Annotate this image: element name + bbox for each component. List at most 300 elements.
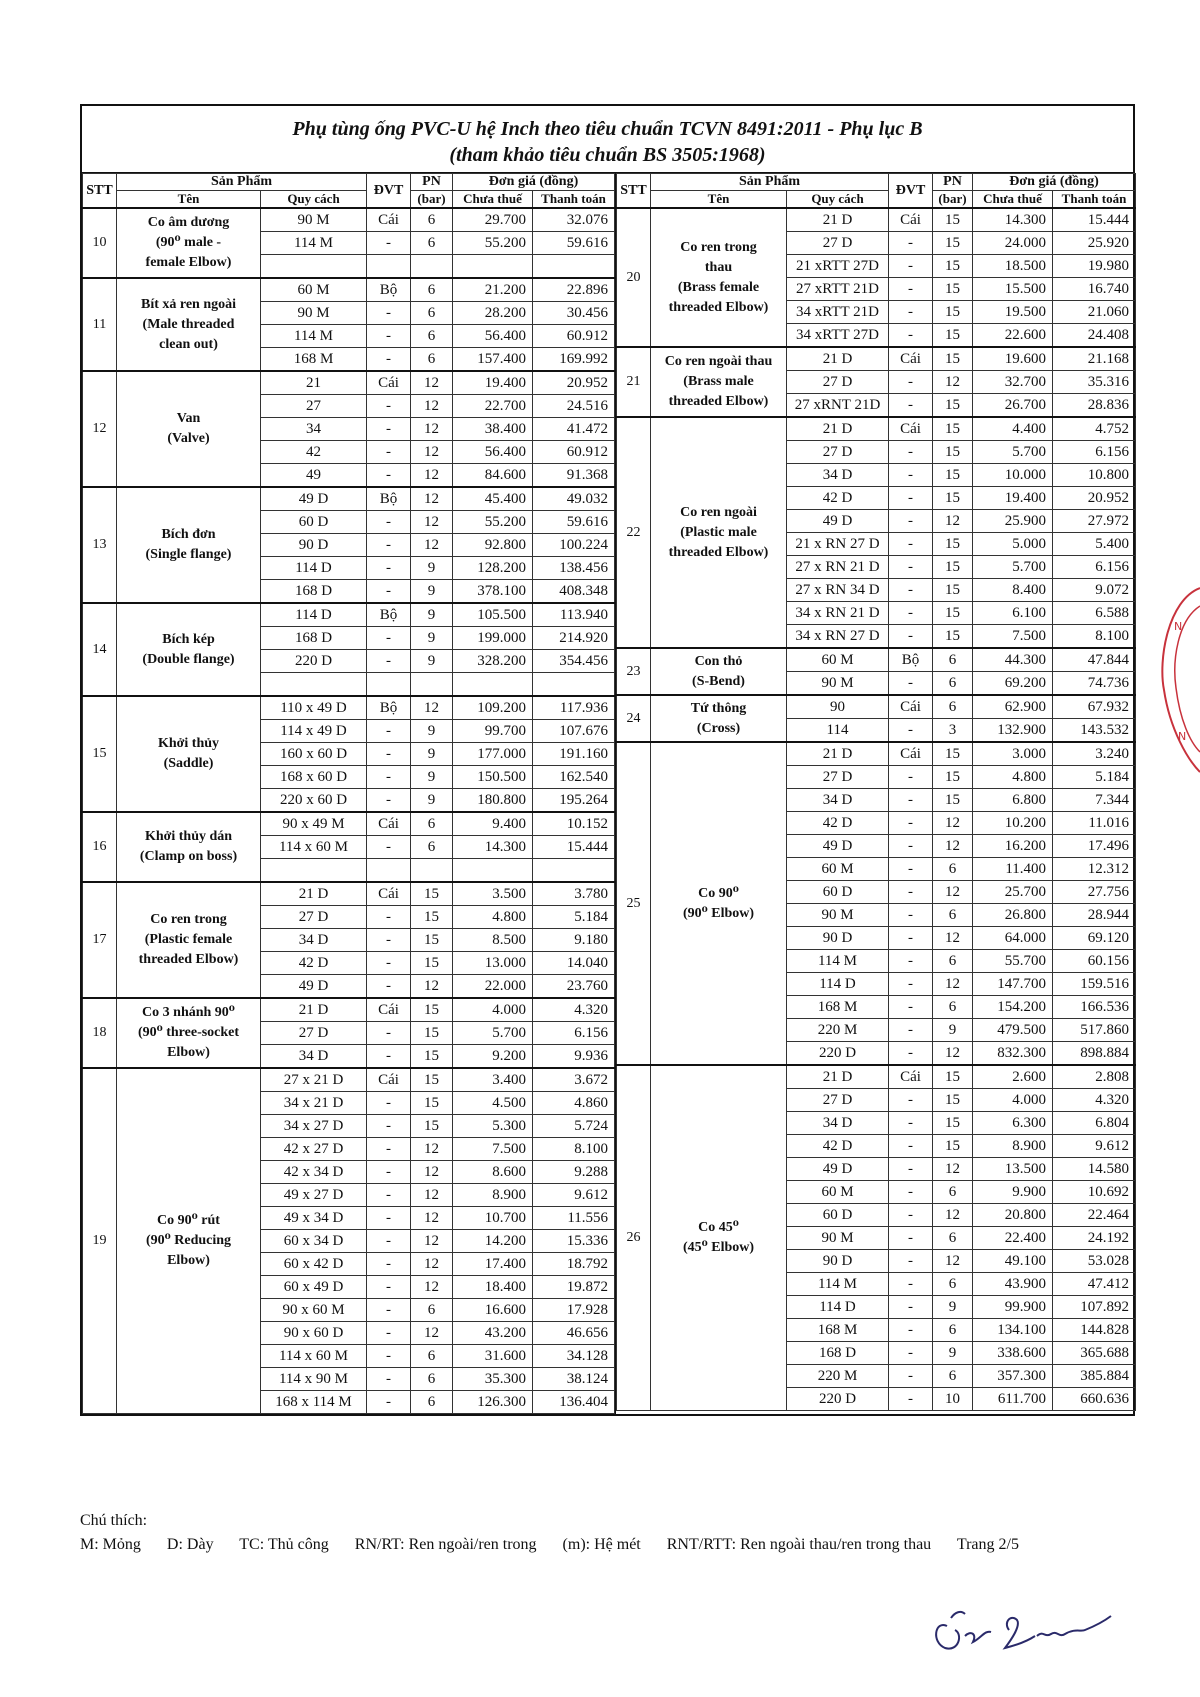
pn-cell: 12 xyxy=(933,835,973,858)
unit-cell: Cái xyxy=(889,208,933,232)
spec-cell: 114 M xyxy=(787,950,889,973)
pre-tax-cell: 56.400 xyxy=(453,325,533,348)
pre-tax-cell: 6.100 xyxy=(973,602,1053,625)
total-cell: 12.312 xyxy=(1053,858,1136,881)
pre-tax-cell: 479.500 xyxy=(973,1019,1053,1042)
table-row xyxy=(617,347,1136,371)
product-name xyxy=(117,603,261,696)
spec-cell: 42 x 34 D xyxy=(261,1161,367,1184)
total-cell: 34.128 xyxy=(533,1345,615,1368)
total-cell: 898.884 xyxy=(1053,1042,1136,1066)
table-row xyxy=(83,812,615,836)
total-cell: 21.168 xyxy=(1053,347,1136,371)
spec-cell: 168 M xyxy=(787,996,889,1019)
pn-cell: 12 xyxy=(411,1322,453,1345)
spec-cell: 21 xRTT 27D xyxy=(787,255,889,278)
pre-tax-cell: 2.600 xyxy=(973,1065,1053,1089)
note-item: (m): Hệ mét xyxy=(562,1536,641,1553)
total-cell: 354.456 xyxy=(533,650,615,673)
pre-tax-cell: 4.000 xyxy=(453,998,533,1022)
spec-cell: 220 M xyxy=(787,1365,889,1388)
total-cell: 20.952 xyxy=(1053,487,1136,510)
product-name-line: (90⁰ male - xyxy=(155,235,222,250)
unit-cell: - xyxy=(889,904,933,927)
total-cell: 18.792 xyxy=(533,1253,615,1276)
unit-cell: - xyxy=(889,927,933,950)
total-cell: 3.240 xyxy=(1053,742,1136,766)
unit-cell: - xyxy=(367,929,411,952)
unit-cell: - xyxy=(889,1089,933,1112)
pre-tax-cell: 4.800 xyxy=(453,906,533,929)
spec-cell: 90 D xyxy=(787,927,889,950)
total-cell: 9.288 xyxy=(533,1161,615,1184)
pn-cell: 12 xyxy=(411,464,453,488)
total-cell: 10.800 xyxy=(1053,464,1136,487)
spec-cell: 27 x 21 D xyxy=(261,1068,367,1092)
row-stt: 11 xyxy=(83,278,117,371)
product-name xyxy=(651,648,787,695)
unit-cell: - xyxy=(889,324,933,348)
spec-cell: 42 x 27 D xyxy=(261,1138,367,1161)
unit-cell: - xyxy=(889,579,933,602)
pn-cell: 15 xyxy=(411,1022,453,1045)
spec-cell: 60 M xyxy=(787,1181,889,1204)
spec-cell: 90 x 60 D xyxy=(261,1322,367,1345)
spec-cell: 60 M xyxy=(261,278,367,302)
product-name-line: (Brass male xyxy=(683,374,754,389)
spec-cell: 168 D xyxy=(787,1342,889,1365)
unit-cell: - xyxy=(367,1115,411,1138)
product-name-line: thau xyxy=(704,259,733,275)
unit-cell: - xyxy=(367,580,411,604)
unit-cell: Cái xyxy=(367,371,411,395)
unit-cell: - xyxy=(367,952,411,975)
product-name xyxy=(117,371,261,487)
pn-cell: 15 xyxy=(933,394,973,418)
table-row xyxy=(617,742,1136,766)
total-cell: 169.992 xyxy=(533,348,615,372)
pn-cell: 6 xyxy=(411,302,453,325)
unit-cell: - xyxy=(889,556,933,579)
product-name-line: threaded Elbow) xyxy=(668,544,769,560)
unit-cell: - xyxy=(889,487,933,510)
spec-cell: 168 x 60 D xyxy=(261,766,367,789)
pn-cell: 9 xyxy=(411,650,453,673)
header-stt: STT xyxy=(617,174,651,209)
pre-tax-cell: 64.000 xyxy=(973,927,1053,950)
unit-cell: - xyxy=(367,418,411,441)
unit-cell: - xyxy=(889,533,933,556)
total-cell: 4.320 xyxy=(533,998,615,1022)
handwritten-signature xyxy=(925,1590,1135,1675)
unit-cell: Bộ xyxy=(367,487,411,511)
product-name-line: Co 90⁰ xyxy=(698,885,739,901)
title-line-1: Phụ tùng ống PVC-U hệ Inch theo tiêu chuẩn TCVN 8491:2011 - Phụ lục B xyxy=(292,118,923,140)
header-pn: PN xyxy=(411,174,453,191)
spec-cell: 90 M xyxy=(787,1227,889,1250)
product-name xyxy=(651,695,787,742)
product-name-line: Co 3 nhánh 90⁰ xyxy=(142,1005,235,1020)
price-table-sheet xyxy=(80,104,1135,1416)
pn-cell: 12 xyxy=(411,371,453,395)
pn-cell: 15 xyxy=(933,789,973,812)
pn-cell: 12 xyxy=(411,511,453,534)
spec-cell: 220 x 60 D xyxy=(261,789,367,813)
footnotes xyxy=(80,1512,1041,1554)
pn-cell: 15 xyxy=(933,602,973,625)
pn-cell: 6 xyxy=(411,1345,453,1368)
product-name-line: (Double flange) xyxy=(142,651,235,667)
total-cell: 9.180 xyxy=(533,929,615,952)
pn-cell: 15 xyxy=(411,929,453,952)
unit-cell: - xyxy=(367,1253,411,1276)
pn-cell: 12 xyxy=(933,1158,973,1181)
pn-cell: 12 xyxy=(411,696,453,720)
total-cell: 117.936 xyxy=(533,696,615,720)
unit-cell: - xyxy=(889,973,933,996)
unit-cell: Cái xyxy=(889,695,933,719)
spec-cell: 21 D xyxy=(787,347,889,371)
unit-cell: - xyxy=(889,625,933,649)
pre-tax-cell: 7.500 xyxy=(453,1138,533,1161)
pn-cell: 9 xyxy=(411,603,453,627)
unit-cell: - xyxy=(367,325,411,348)
spec-cell: 220 D xyxy=(261,650,367,673)
pn-cell: 12 xyxy=(933,973,973,996)
red-seal-stamp xyxy=(1160,580,1200,785)
pn-cell: 6 xyxy=(411,836,453,859)
unit-cell: - xyxy=(367,1022,411,1045)
pre-tax-cell: 328.200 xyxy=(453,650,533,673)
pn-cell: 12 xyxy=(411,441,453,464)
pre-tax-cell: 31.600 xyxy=(453,1345,533,1368)
total-cell: 14.580 xyxy=(1053,1158,1136,1181)
unit-cell: - xyxy=(367,1368,411,1391)
pn-cell xyxy=(411,859,453,883)
total-cell: 38.124 xyxy=(533,1368,615,1391)
product-name-line: Khởi thủy xyxy=(157,736,220,751)
table-row xyxy=(617,208,1136,232)
unit-cell: - xyxy=(367,1045,411,1069)
pre-tax-cell: 199.000 xyxy=(453,627,533,650)
total-cell: 8.100 xyxy=(533,1138,615,1161)
spec-cell: 90 M xyxy=(261,302,367,325)
spec-cell: 34 D xyxy=(787,464,889,487)
spec-cell: 34 x RN 21 D xyxy=(787,602,889,625)
unit-cell: - xyxy=(889,464,933,487)
total-cell: 159.516 xyxy=(1053,973,1136,996)
unit-cell: - xyxy=(889,1112,933,1135)
pre-tax-cell: 69.200 xyxy=(973,672,1053,696)
pre-tax-cell: 126.300 xyxy=(453,1391,533,1414)
spec-cell: 21 D xyxy=(787,417,889,441)
pre-tax-cell: 25.700 xyxy=(973,881,1053,904)
total-cell: 14.040 xyxy=(533,952,615,975)
pre-tax-cell xyxy=(453,255,533,279)
spec-cell: 34 x RN 27 D xyxy=(787,625,889,649)
total-cell: 3.672 xyxy=(533,1068,615,1092)
table-row xyxy=(617,417,1136,441)
total-cell: 5.400 xyxy=(1053,533,1136,556)
unit-cell: - xyxy=(889,996,933,1019)
product-name-line: (90⁰ Reducing xyxy=(145,1233,232,1248)
product-name-line: Con thỏ xyxy=(694,653,743,669)
table-row xyxy=(617,695,1136,719)
header-spec: Quy cách xyxy=(261,191,367,209)
unit-cell: - xyxy=(889,950,933,973)
spec-cell: 27 D xyxy=(787,371,889,394)
pre-tax-cell: 338.600 xyxy=(973,1342,1053,1365)
total-cell: 10.692 xyxy=(1053,1181,1136,1204)
total-cell: 32.076 xyxy=(533,208,615,232)
pn-cell: 15 xyxy=(411,906,453,929)
header-product: Sản Phẩm xyxy=(117,174,367,191)
total-cell: 10.152 xyxy=(533,812,615,836)
pre-tax-cell: 84.600 xyxy=(453,464,533,488)
unit-cell: Cái xyxy=(889,417,933,441)
total-cell: 15.444 xyxy=(533,836,615,859)
spec-cell: 220 M xyxy=(787,1019,889,1042)
spec-cell: 27 xyxy=(261,395,367,418)
spec-cell: 114 D xyxy=(261,557,367,580)
table-row xyxy=(83,603,615,627)
product-name xyxy=(117,998,261,1068)
pn-cell: 15 xyxy=(411,1092,453,1115)
pre-tax-cell: 22.700 xyxy=(453,395,533,418)
spec-cell: 21 D xyxy=(787,208,889,232)
spec-cell: 34 xRTT 21D xyxy=(787,301,889,324)
pn-cell: 15 xyxy=(933,208,973,232)
table-row xyxy=(83,371,615,395)
total-cell: 35.316 xyxy=(1053,371,1136,394)
unit-cell: - xyxy=(367,557,411,580)
total-cell xyxy=(533,255,615,279)
product-name-line: (90⁰ Elbow) xyxy=(682,905,755,921)
pn-cell: 6 xyxy=(933,1181,973,1204)
total-cell: 47.412 xyxy=(1053,1273,1136,1296)
pre-tax-cell: 10.200 xyxy=(973,812,1053,835)
unit-cell xyxy=(367,673,411,697)
pn-cell: 12 xyxy=(933,1204,973,1227)
total-cell: 9.612 xyxy=(1053,1135,1136,1158)
unit-cell: - xyxy=(367,627,411,650)
pn-cell: 12 xyxy=(411,1184,453,1207)
product-name-line: Elbow) xyxy=(167,1253,210,1268)
pn-cell: 15 xyxy=(933,533,973,556)
unit-cell: - xyxy=(367,348,411,372)
total-cell: 60.156 xyxy=(1053,950,1136,973)
product-name-line: Co ren trong xyxy=(680,239,757,255)
unit-cell: - xyxy=(889,1388,933,1411)
product-name xyxy=(117,208,261,278)
spec-cell: 60 M xyxy=(787,648,889,672)
pn-cell: 6 xyxy=(933,996,973,1019)
spec-cell: 34 D xyxy=(787,789,889,812)
unit-cell: Cái xyxy=(367,998,411,1022)
header-name: Tên xyxy=(117,191,261,209)
pre-tax-cell: 8.500 xyxy=(453,929,533,952)
total-cell: 60.912 xyxy=(533,441,615,464)
spec-cell: 27 xRNT 21D xyxy=(787,394,889,418)
pn-cell: 6 xyxy=(411,1299,453,1322)
pn-cell: 6 xyxy=(411,278,453,302)
document-title xyxy=(82,106,1133,173)
unit-cell: - xyxy=(889,1158,933,1181)
total-cell: 143.532 xyxy=(1053,719,1136,743)
pre-tax-cell: 13.500 xyxy=(973,1158,1053,1181)
unit-cell: - xyxy=(367,1161,411,1184)
table-row xyxy=(83,882,615,906)
header-pre-tax: Chưa thuế xyxy=(973,191,1053,209)
pn-cell: 12 xyxy=(411,487,453,511)
total-cell: 136.404 xyxy=(533,1391,615,1414)
total-cell: 4.320 xyxy=(1053,1089,1136,1112)
table-row xyxy=(83,1068,615,1092)
spec-cell: 60 x 42 D xyxy=(261,1253,367,1276)
spec-cell: 168 M xyxy=(261,348,367,372)
spec-cell: 114 x 49 D xyxy=(261,720,367,743)
pn-cell: 9 xyxy=(411,789,453,813)
spec-cell: 60 D xyxy=(787,1204,889,1227)
pn-cell: 15 xyxy=(411,1115,453,1138)
spec-cell: 60 D xyxy=(261,511,367,534)
pre-tax-cell: 26.800 xyxy=(973,904,1053,927)
product-name-line: Tứ thông xyxy=(690,700,747,716)
pn-cell: 12 xyxy=(411,1161,453,1184)
product-name-line: threaded Elbow) xyxy=(668,299,769,315)
total-cell: 30.456 xyxy=(533,302,615,325)
unit-cell: - xyxy=(889,881,933,904)
unit-cell: - xyxy=(367,836,411,859)
pn-cell: 15 xyxy=(933,301,973,324)
unit-cell: - xyxy=(889,1181,933,1204)
pn-cell: 15 xyxy=(933,441,973,464)
unit-cell: Bộ xyxy=(889,648,933,672)
spec-cell: 160 x 60 D xyxy=(261,743,367,766)
pn-cell: 15 xyxy=(411,882,453,906)
pn-cell: 15 xyxy=(933,232,973,255)
note-item: RN/RT: Ren ngoài/ren trong xyxy=(354,1536,537,1553)
unit-cell: - xyxy=(367,1345,411,1368)
total-cell: 23.760 xyxy=(533,975,615,999)
total-cell: 47.844 xyxy=(1053,648,1136,672)
spec-cell: 34 x 27 D xyxy=(261,1115,367,1138)
unit-cell: - xyxy=(889,1227,933,1250)
pre-tax-cell: 14.300 xyxy=(453,836,533,859)
unit-cell: - xyxy=(889,719,933,743)
spec-cell: 49 D xyxy=(787,1158,889,1181)
spec-cell: 49 D xyxy=(787,835,889,858)
pre-tax-cell: 15.500 xyxy=(973,278,1053,301)
unit-cell: - xyxy=(367,789,411,813)
product-name xyxy=(651,417,787,648)
spec-cell: 49 xyxy=(261,464,367,488)
product-name xyxy=(651,208,787,347)
row-stt: 12 xyxy=(83,371,117,487)
pre-tax-cell: 9.200 xyxy=(453,1045,533,1069)
unit-cell: - xyxy=(889,812,933,835)
pn-cell: 15 xyxy=(933,464,973,487)
row-stt: 19 xyxy=(83,1068,117,1414)
unit-cell: - xyxy=(889,371,933,394)
spec-cell: 21 xyxy=(261,371,367,395)
pre-tax-cell: 19.400 xyxy=(453,371,533,395)
pre-tax-cell: 5.700 xyxy=(973,556,1053,579)
note-item: D: Dày xyxy=(166,1536,214,1553)
total-cell: 9.072 xyxy=(1053,579,1136,602)
spec-cell: 220 D xyxy=(787,1388,889,1411)
row-stt: 10 xyxy=(83,208,117,278)
unit-cell: - xyxy=(889,1273,933,1296)
unit-cell: - xyxy=(367,1207,411,1230)
unit-cell: - xyxy=(367,766,411,789)
total-cell: 3.780 xyxy=(533,882,615,906)
pn-cell: 9 xyxy=(411,580,453,604)
spec-cell: 34 D xyxy=(261,929,367,952)
pre-tax-cell: 25.900 xyxy=(973,510,1053,533)
pre-tax-cell: 9.400 xyxy=(453,812,533,836)
spec-cell: 34 xyxy=(261,418,367,441)
pre-tax-cell: 132.900 xyxy=(973,719,1053,743)
total-cell: 27.972 xyxy=(1053,510,1136,533)
unit-cell: - xyxy=(367,1299,411,1322)
header-stt: STT xyxy=(83,174,117,209)
product-name-line: Co ren ngoài thau xyxy=(664,354,773,369)
pre-tax-cell: 6.300 xyxy=(973,1112,1053,1135)
pn-cell: 6 xyxy=(933,1319,973,1342)
header-unit: ĐVT xyxy=(889,174,933,209)
total-cell: 517.860 xyxy=(1053,1019,1136,1042)
title-line-2: (tham khảo tiêu chuẩn BS 3505:1968) xyxy=(449,144,766,166)
pn-cell: 6 xyxy=(933,648,973,672)
spec-cell: 27 D xyxy=(787,232,889,255)
pre-tax-cell: 19.600 xyxy=(973,347,1053,371)
pre-tax-cell: 13.000 xyxy=(453,952,533,975)
spec-cell: 27 D xyxy=(787,441,889,464)
pn-cell: 15 xyxy=(933,347,973,371)
spec-cell: 114 x 60 M xyxy=(261,1345,367,1368)
right-table-half xyxy=(616,173,1135,1414)
pre-tax-cell: 45.400 xyxy=(453,487,533,511)
pre-tax-cell: 3.000 xyxy=(973,742,1053,766)
total-cell: 191.160 xyxy=(533,743,615,766)
pn-cell: 12 xyxy=(411,1207,453,1230)
total-cell: 91.368 xyxy=(533,464,615,488)
pn-cell: 15 xyxy=(933,556,973,579)
pre-tax-cell: 32.700 xyxy=(973,371,1053,394)
total-cell xyxy=(533,673,615,697)
total-cell: 107.676 xyxy=(533,720,615,743)
pre-tax-cell: 134.100 xyxy=(973,1319,1053,1342)
pre-tax-cell: 4.500 xyxy=(453,1092,533,1115)
spec-cell: 21 x RN 27 D xyxy=(787,533,889,556)
table-row xyxy=(617,1065,1136,1089)
header-spec: Quy cách xyxy=(787,191,889,209)
pn-cell: 6 xyxy=(933,1227,973,1250)
row-stt: 21 xyxy=(617,347,651,417)
unit-cell: - xyxy=(889,789,933,812)
spec-cell: 90 xyxy=(787,695,889,719)
pre-tax-cell: 147.700 xyxy=(973,973,1053,996)
pn-cell: 9 xyxy=(411,627,453,650)
total-cell: 69.120 xyxy=(1053,927,1136,950)
pre-tax-cell: 56.400 xyxy=(453,441,533,464)
table-row xyxy=(83,998,615,1022)
unit-cell: Bộ xyxy=(367,278,411,302)
spec-cell: 114 xyxy=(787,719,889,743)
total-cell: 22.464 xyxy=(1053,1204,1136,1227)
product-name xyxy=(651,742,787,1065)
